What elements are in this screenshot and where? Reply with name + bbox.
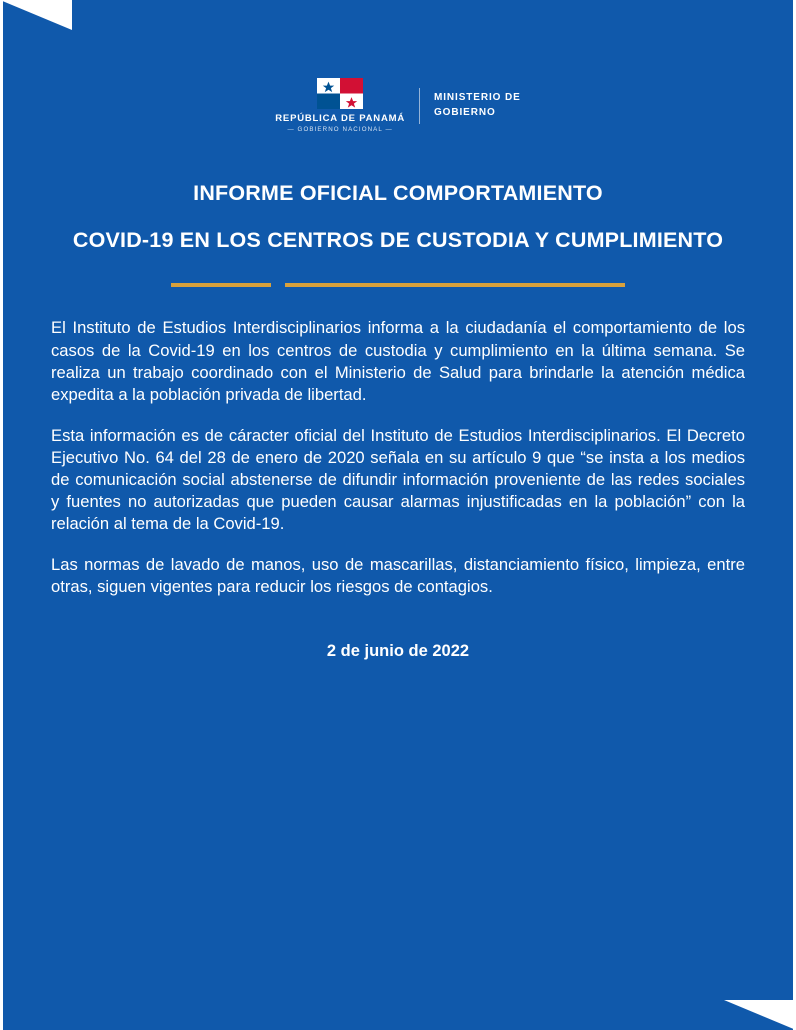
- gold-divider: [0, 283, 796, 287]
- republic-logo: [275, 78, 419, 133]
- ministry-line-1: MINISTERIO DE: [434, 92, 521, 104]
- gold-rule-short: [171, 283, 271, 287]
- ministry-logo: [434, 91, 521, 120]
- document-date: 2 de junio de 2022: [326, 642, 470, 661]
- left-edge-stripe: [0, 0, 3, 1030]
- logo-divider: [419, 88, 420, 124]
- paragraph-3: Las normas de lavado de manos, uso de mascarillas, distanciamiento físico, limpieza, entre otras, siguen vigentes para reducir los riesgos de contagios.: [51, 555, 745, 597]
- government-name: — GOBIERNO NACIONAL —: [287, 126, 393, 134]
- page-title-line-1: INFORME OFICIAL COMPORTAMIENTO: [193, 181, 603, 206]
- paragraph-2: Esta información es de cáracter oficial del Instituto de Estudios Interdisciplinarios. El Decreto Ejecutivo No. 64 del 28 de enero de 2020 señala en su artículo 9 que “se insta a los medios de comunicación social abstenerse de difundir información proveniente de las redes sociales y fuentes no autorizadas que pueden causar alarmas injustificadas en la población” con la relación al tema de la Covid-19.: [51, 425, 745, 533]
- title-block: [0, 181, 796, 253]
- panama-flag-icon: [317, 78, 363, 109]
- republic-name: REPÚBLICA DE PANAMÁ: [275, 113, 405, 124]
- top-left-corner-notch: [0, 0, 72, 30]
- ministry-line-2: GOBIERNO: [434, 106, 496, 118]
- gold-rule-long: [285, 283, 625, 287]
- document-header: [0, 0, 796, 133]
- body-text: [51, 317, 745, 661]
- bottom-right-corner-notch: [724, 1000, 796, 1030]
- page-title-line-2: COVID-19 EN LOS CENTROS DE CUSTODIA Y CUMPLIMIENTO: [72, 228, 724, 253]
- paragraph-1: El Instituto de Estudios Interdisciplinarios informa a la ciudadanía el comportamiento de los casos de la Covid-19 en los centros de custodia y cumplimiento en la última semana. Se realiza un trabajo coordinado con el Ministerio de Salud para brindarle la atención médica expedita a la población privada de libertad.: [51, 318, 745, 404]
